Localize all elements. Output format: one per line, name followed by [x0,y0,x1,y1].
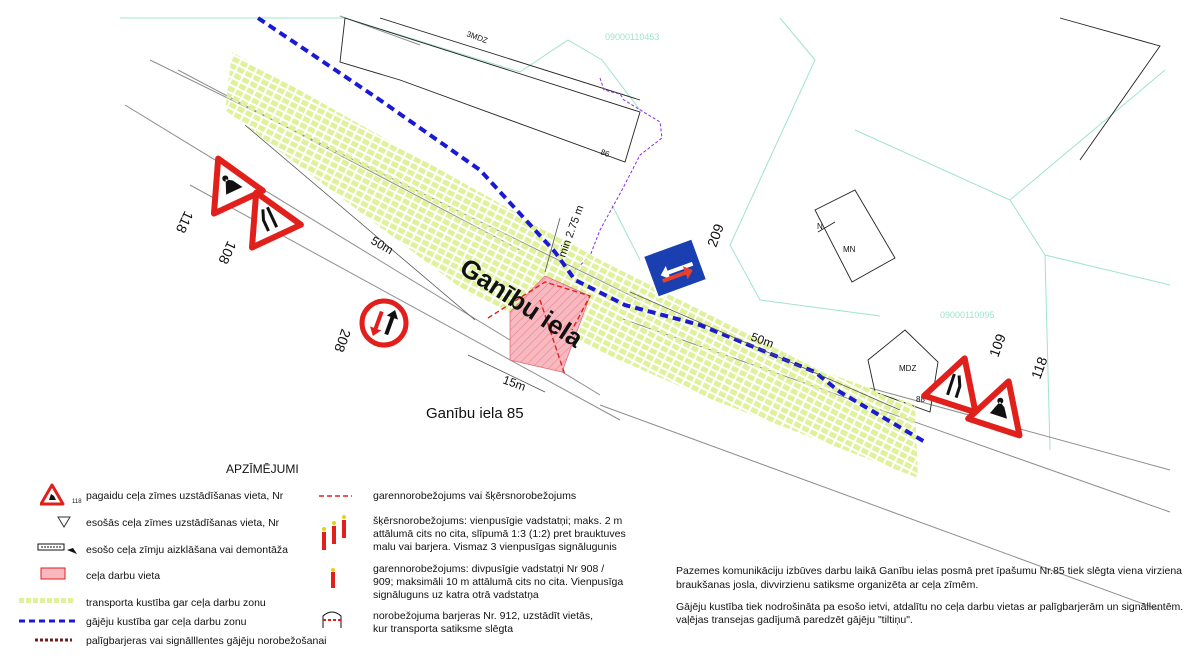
legend-one-sided-line1: šķērsnorobežojums: vienpusīgie vadstatņi; maks. 2 m [373,515,623,527]
legend-pedestrian-route-label: gājēju kustība gar ceļa darbu zonu [86,616,247,628]
legend-traffic-flow-label: transporta kustība gar ceļa darbu zonu [86,597,266,609]
two-sided-post-icon [326,566,340,590]
building-label-3mdz: 3MDZ [465,29,489,46]
barrier-line-icon [318,492,354,500]
building-label-mn: MN [843,245,856,254]
building-label-88: 88 [916,395,925,404]
dimension-min-width: min 2.75 m [556,203,587,260]
sign-number-108-left: 108 [215,238,240,267]
legend-sign-covering-label: esošo ceļa zīmju aizklāšana vai demontāža [86,544,288,556]
note-paragraph-1-line1: Pazemes komunikāciju izbūves darbu laikā Ganību ielas posmā pret īpašumu Nr.85 tiek slēgta viena virziena [676,565,1183,577]
address-label: Ganību iela 85 [426,405,524,422]
legend-barrier-912-line1: norobežojuma barjeras Nr. 912, uzstādīt vietās, [373,610,594,622]
building-label-86: 86 [599,147,611,159]
temporary-sign-icon [40,483,70,507]
legend-one-sided-line2: attālumā cits no cita, slīpumā 1:3 (1:2) pret brauktuves [373,528,626,540]
street-name: Ganību iela [454,251,589,354]
give-way-oncoming-sign-208 [362,301,406,345]
dimension-15m: 15m [500,372,528,394]
legend-barrier-912-line2: kur transporta satiksme slēgta [373,623,514,635]
traffic-flow-band [225,52,918,478]
building-label-n: N [817,222,823,231]
legend-two-sided-line3: signāluguns uz katra otrā vadstatņa [373,589,539,601]
dimension-50m-left: 50m [368,233,396,258]
legend-two-sided-line2: 909; maksimāli 10 m attālumā cits no cita. Vienpusīga [373,576,624,588]
parcel-label-2: 09000110095 [940,310,995,320]
note-paragraph-1-line2: braukšanas josla, divvirzienu satiksme organizēta ar ceļa zīmēm. [676,579,979,591]
legend-barrier-line-label: garennorobežojums vai šķērsnorobežojums [373,490,577,502]
legend-temp-sign-number: 118 [72,499,82,505]
sign-number-109: 109 [985,331,1009,360]
note-paragraph-2-line1: Gājēju kustība tiek nodrošināta pa esošo ietvi, atdalītu no ceļa darbu vietas ar palīgbarjerām un signāllentēm. [676,601,1184,613]
sign-number-118-left: 118 [172,208,197,236]
note-paragraph-2-line2: vaļējas transejas gadījumā paredzēt gājēju "tiltiņu". [676,614,913,626]
road-works-sign-118-right [968,373,1034,435]
legend-one-sided-line3: malu vai barjera. Vismaz 3 vienpusīgas signālugunis [373,541,617,553]
building-label-mdz: MDZ [899,364,917,373]
legend-pedestrian-barrier-label: palīgbarjeras vai signālllentes gājēju norobežošanai [86,635,327,647]
sign-number-208: 208 [331,326,355,355]
narrowing-sign-109-right [924,350,990,412]
pedestrian-route-icon [18,617,78,625]
legend-title: APZĪMĒJUMI [226,462,299,476]
legend-temp-sign-label: pagaidu ceļa zīmes uzstādīšanas vieta, Nr [86,490,284,502]
sign-covering-icon [37,542,81,556]
dimension-50m-right: 50m [748,329,776,351]
utility-line [575,78,662,270]
sign-number-209: 209 [703,221,727,250]
barrier-912-icon [320,608,344,630]
sign-number-118-right: 118 [1027,354,1051,382]
traffic-flow-icon [18,596,78,606]
legend-work-zone-label: ceļa darbu vieta [86,570,161,582]
work-zone-icon [40,567,68,581]
legend-two-sided-line1: garennorobežojums: divpusīgie vadstatņi Nr 908 / [373,563,605,575]
legend-existing-sign-label: esošās ceļa zīmes uzstādīšanas vieta, Nr [86,517,280,529]
parcel-label-1: 09000110453 [605,32,660,42]
one-sided-posts-icon [318,510,352,552]
pedestrian-barrier-icon [34,636,74,644]
existing-sign-icon [56,515,76,529]
